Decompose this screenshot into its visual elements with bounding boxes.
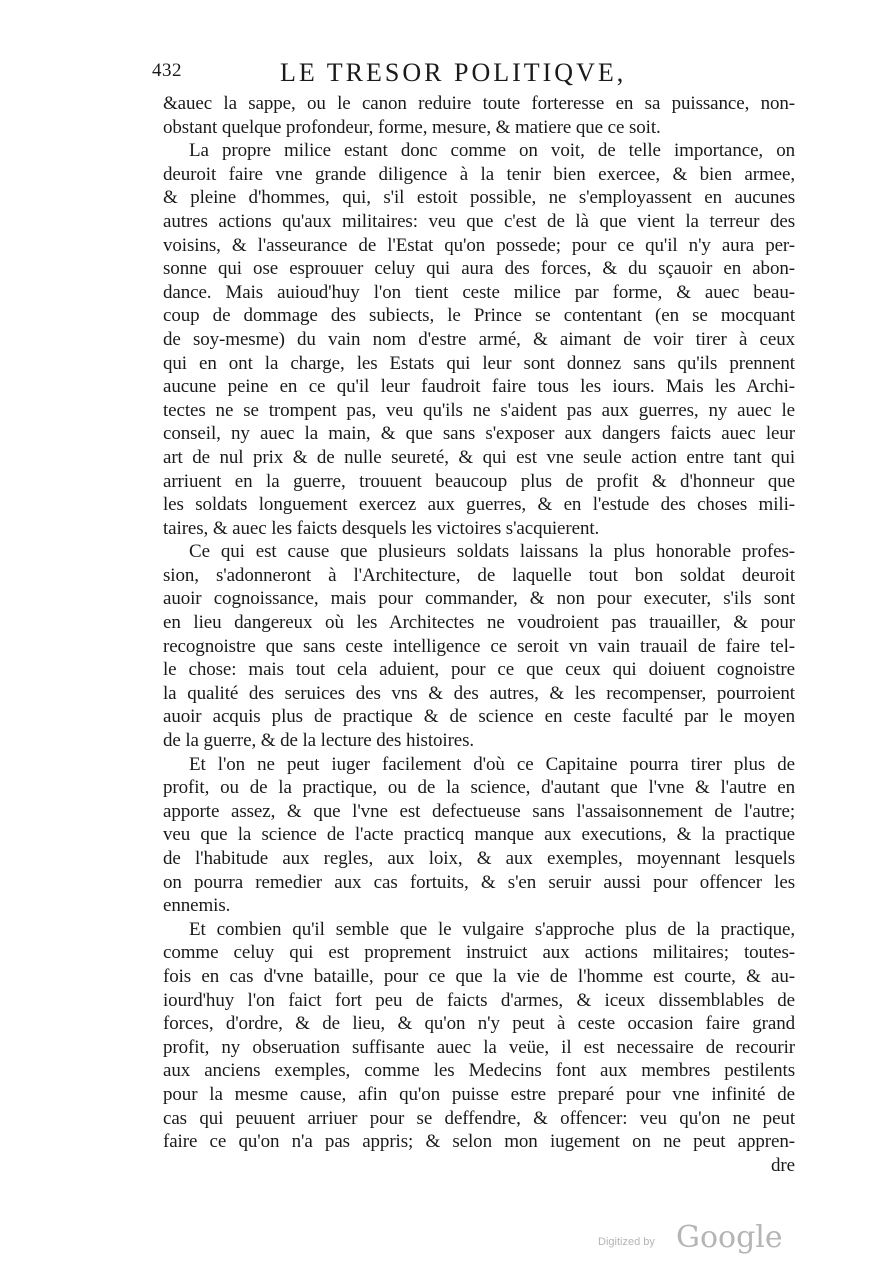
text-line: Et l'on ne peut iuger facilement d'où ce Capitaine pourra tirer plus de bbox=[189, 753, 795, 775]
text-line: la qualité des seruices des vns & des autres, & les recompenser, pourroient bbox=[163, 682, 795, 704]
text-line: ennemis. bbox=[163, 895, 231, 917]
text-line: autres actions qu'aux militaires: veu que c'est de là que vient la terreur des bbox=[163, 210, 795, 232]
text-line: taires, & auec les faicts desquels les victoires s'acquierent. bbox=[163, 517, 600, 539]
text-line: &auec la sappe, ou le canon reduire toute forteresse en sa puissance, non- bbox=[163, 93, 795, 114]
text-line: de la guerre, & de la lecture des histoires. bbox=[163, 730, 475, 752]
text-line: profit, ny obseruation suffisante auec la veüe, il est necessaire de recourir bbox=[163, 1036, 795, 1058]
text-line: sion, s'adonneront à l'Architecture, de laquelle tout bon soldat deuroit bbox=[163, 564, 795, 586]
watermark-logo-text: Google bbox=[676, 1220, 783, 1255]
text-line: auoir acquis plus de practique & de science en ceste faculté par le moyen bbox=[163, 706, 795, 728]
text-line: La propre milice estant donc comme on voit, de telle importance, on bbox=[189, 140, 795, 162]
text-line: le chose: mais tout cela aduient, pour ce que ceux qui doiuent cognoistre bbox=[163, 659, 795, 681]
text-line: aucune peine en ce qu'il leur faudroit faire tous les iours. Mais les Archi- bbox=[163, 376, 795, 398]
text-line: Ce qui est cause que plusieurs soldats laissans la plus honorable profes- bbox=[189, 541, 795, 563]
text-line: fois en cas d'vne bataille, pour ce que la vie de l'homme est courte, & au- bbox=[163, 965, 795, 987]
text-line: comme celuy qui est proprement instruict aux actions militaires; toutes- bbox=[163, 942, 795, 964]
text-line: coup de dommage des subiects, le Prince se contentant (en se mocquant bbox=[163, 305, 795, 327]
text-line: cas qui peuuent arriuer pour se deffendre, & offencer: veu qu'on ne peut bbox=[163, 1107, 795, 1129]
text-line: auoir cognoissance, mais pour commander, & non pour executer, s'ils sont bbox=[163, 588, 795, 610]
text-line: obstant quelque profondeur, forme, mesure, & matiere que ce soit. bbox=[163, 116, 661, 138]
text-line: & pleine d'hommes, qui, s'il estoit possible, ne s'employassent en aucunes bbox=[163, 187, 795, 209]
text-line: sonne qui ose esprouuer celuy qui aura des forces, & du sçauoir en abon- bbox=[163, 258, 795, 280]
text-line: faire ce qu'on n'a pas appris; & selon mon iugement on ne peut appren- bbox=[163, 1131, 795, 1153]
text-line: Et combien qu'il semble que le vulgaire s'approche plus de la practique, bbox=[189, 918, 795, 940]
text-line: deuroit faire vne grande diligence à la tenir bien exercee, & bien armee, bbox=[163, 163, 795, 185]
running-title: LE TRESOR POLITIQVE, bbox=[280, 58, 627, 87]
text-line: veu que la science de l'acte practicq manque aux executions, & la practique bbox=[163, 824, 795, 846]
text-line: de soy-mesme) du vain nom d'estre armé, & aimant de voir tirer à ceux bbox=[163, 328, 795, 350]
page-number: 432 bbox=[152, 60, 182, 81]
text-line: profit, ou de la practique, ou de la science, d'autant que l'vne & l'autre en bbox=[163, 777, 795, 799]
text-line: arriuent en la guerre, trouuent beaucoup plus de profit & d'honneur que bbox=[163, 470, 795, 492]
watermark-small-text: Digitized by bbox=[598, 1236, 655, 1248]
text-line: iourd'huy l'on faict fort peu de faicts d'armes, & iceux dissemblables de bbox=[163, 989, 795, 1011]
text-line: tectes ne se trompent pas, veu qu'ils ne s'aident pas aux guerres, ny auec le bbox=[163, 399, 795, 421]
text-line: qui en ont la charge, les Estats qui leur sont donnez sans qu'ils prennent bbox=[163, 352, 795, 374]
text-line: en lieu dangereux où les Architectes ne voudroient pas trauailler, & pour bbox=[163, 612, 795, 634]
page-header bbox=[152, 58, 802, 92]
text-line: de l'habitude aux regles, aux loix, & aux exemples, moyennant lesquels bbox=[163, 848, 795, 869]
text-line: art de nul prix & de nulle seureté, & qui est vne seule action entre tant qui bbox=[163, 446, 795, 468]
text-line: les soldats longuement exercez aux guerres, & en l'estude des choses mili- bbox=[163, 494, 795, 516]
body-text bbox=[163, 92, 795, 1177]
text-line: conseil, ny auec la main, & que sans s'exposer aux dangers faicts auec leur bbox=[163, 423, 795, 445]
digitization-watermark bbox=[598, 1220, 788, 1260]
text-line: apporte assez, & que l'vne est defectueuse sans l'assaisonnement de l'autre; bbox=[163, 800, 795, 822]
text-line: on pourra remedier aux cas fortuits, & s'en seruir aussi pour offencer les bbox=[163, 871, 795, 893]
catchword: dre bbox=[771, 1154, 795, 1176]
text-line: dance. Mais auioud'huy l'on tient ceste milice par forme, & auec beau- bbox=[163, 281, 795, 303]
text-line: voisins, & l'asseurance de l'Estat qu'on possede; pour ce qu'il n'y aura per- bbox=[163, 234, 795, 256]
text-line: aux anciens exemples, comme les Medecins font aux membres pestilents bbox=[163, 1060, 795, 1082]
text-line: forces, d'ordre, & de lieu, & qu'on n'y peut à ceste occasion faire grand bbox=[163, 1013, 795, 1035]
text-line: pour la mesme cause, afin qu'on puisse estre preparé pour vne infinité de bbox=[163, 1083, 795, 1105]
text-line: recognoistre que sans ceste intelligence ce seroit vn vain trauail de faire tel- bbox=[163, 635, 795, 657]
